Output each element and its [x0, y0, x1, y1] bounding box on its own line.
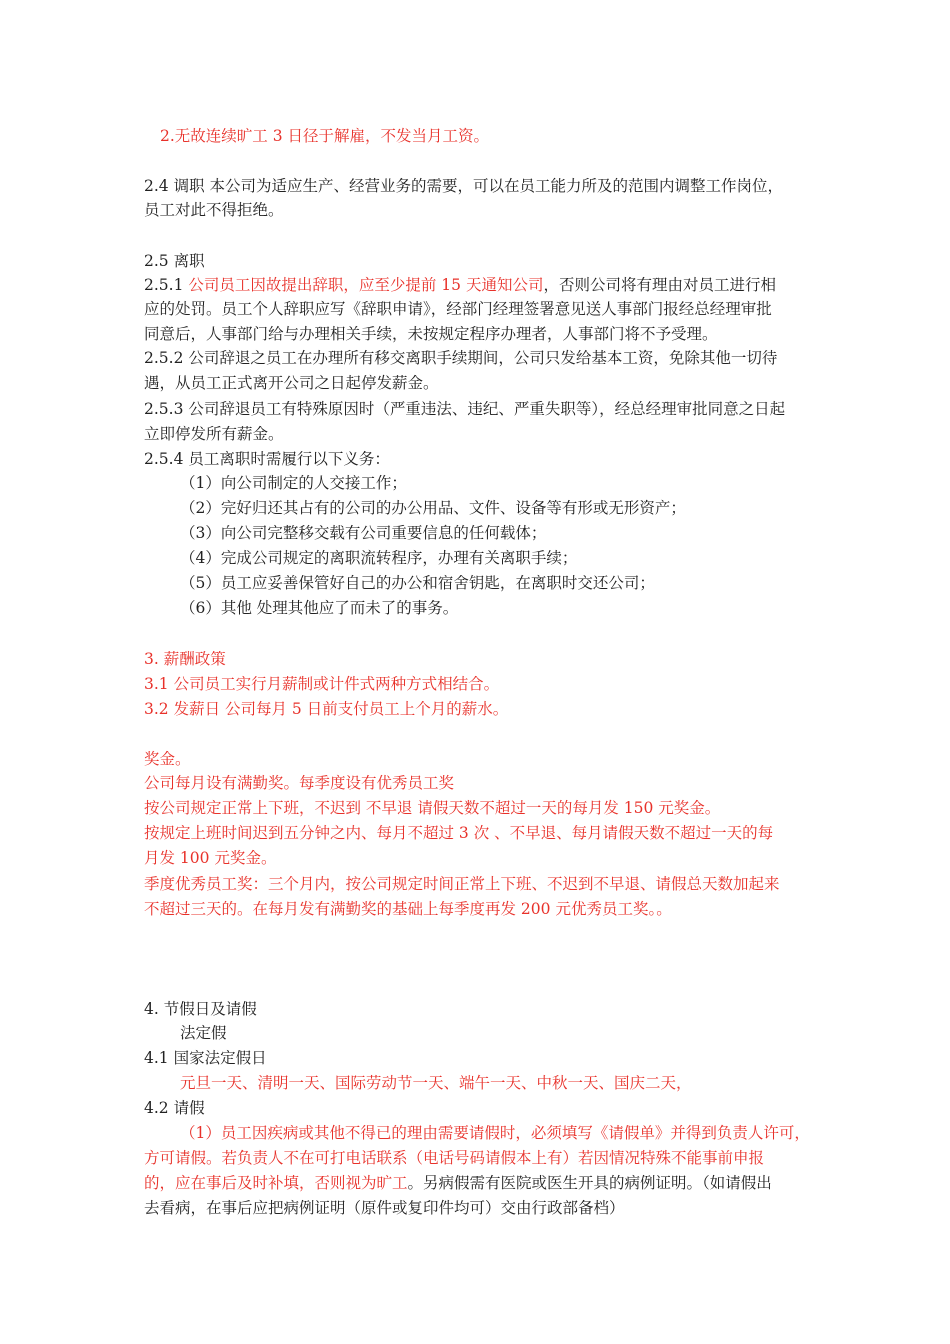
absence-deemed-rule: 的，应在事后及时补填，否则视为旷工: [144, 1174, 408, 1192]
bonus-rule-100: 按规定上班时间迟到五分钟之内、每月不超过 3 次 、不早退、每月请假天数不超过一天的每: [144, 824, 774, 842]
obligation-item-1: （1）向公司制定的人交接工作；: [180, 474, 407, 492]
obligation-item-6: （6）其他 处理其他应了而未了的事务。: [180, 599, 459, 617]
section-2-5-4: 2.5.4 员工离职时需履行以下义务：: [144, 450, 390, 468]
section-2-5-1-cont-1: 应的处罚。员工个人辞职应写《辞职申请》，经部门经理签署意见送人事部门报经总经理审批: [144, 300, 772, 318]
section-number: 2.5.1: [144, 276, 189, 294]
section-2-5-2-cont: 遇，从员工正式离开公司之日起停发薪金。: [144, 374, 439, 392]
obligation-item-4: （4）完成公司规定的离职流转程序，办理有关离职手续；: [180, 549, 578, 567]
section-2-5-1-cont-2: 同意后，人事部门给与办理相关手续，未按规定程序办理者，人事部门将不予受理。: [144, 325, 718, 343]
quarterly-bonus-rule: 季度优秀员工奖：三个月内，按公司规定时间正常上下班、不迟到不早退、请假总天数加起来: [144, 875, 780, 893]
section-2-5-3: 2.5.3 公司辞退员工有特殊原因时（严重违法、违纪、严重失职等），经总经理审批同意之日起: [144, 400, 786, 418]
section-4-1: 4.1 国家法定假日: [144, 1049, 267, 1067]
obligation-item-5: （5）员工应妥善保管好自己的办公和宿舍钥匙，在离职时交还公司；: [180, 574, 655, 592]
section-2-4-transfer: 2.4 调职 本公司为适应生产、经营业务的需要，可以在员工能力所及的范围内调整工作岗位，: [144, 177, 784, 195]
obligation-item-2: （2）完好归还其占有的公司的办公用品、文件、设备等有形或无形资产；: [180, 499, 686, 517]
quarterly-bonus-rule-cont: 不超过三天的。在每月发有满勤奖的基础上每季度再发 200 元优秀员工奖。。: [144, 900, 672, 918]
section-2-5-heading: 2.5 离职: [144, 252, 205, 270]
resignation-notice-rule: 公司员工因故提出辞职，应至少提前 15 天通知公司: [188, 276, 544, 294]
section-4-2: 4.2 请假: [144, 1099, 205, 1117]
bonus-overview: 公司每月设有满勤奖。每季度设有优秀员工奖: [144, 774, 455, 792]
section-2-5-2: 2.5.2 公司辞退之员工在办理所有移交离职手续期间，公司只发给基本工资，免除其他一切待: [144, 349, 778, 367]
section-3-heading: 3. 薪酬政策: [144, 650, 226, 668]
leave-rule-1: （1）员工因疾病或其他不得已的理由需要请假时，必须填写《请假单》并得到负责人许可，: [180, 1124, 810, 1142]
sick-leave-proof-text: 。另病假需有医院或医生开具的病例证明。（如请假出: [407, 1174, 772, 1192]
section-2-4-transfer-cont: 员工对此不得拒绝。: [144, 201, 284, 219]
section-2-5-3-cont: 立即停发所有薪金。: [144, 425, 284, 443]
leave-rule-1-cont-3: 去看病，在事后应把病例证明（原件或复印件均可）交由行政部备档）: [144, 1199, 625, 1217]
obligation-item-3: （3）向公司完整移交载有公司重要信息的任何载体；: [180, 524, 547, 542]
resignation-penalty-text: ，否则公司将有理由对员工进行相: [543, 276, 776, 294]
section-2-5-1: [144, 273, 776, 297]
bonus-rule-100-cont: 月发 100 元奖金。: [144, 849, 277, 867]
bonus-rule-150: 按公司规定正常上下班，不迟到 不早退 请假天数不超过一天的每月发 150 元奖金。: [144, 799, 721, 817]
public-holiday-list: 元旦一天、清明一天、国际劳动节一天、端午一天、中秋一天、国庆二天，: [180, 1074, 692, 1092]
statutory-leave-label: 法定假: [180, 1024, 227, 1042]
leave-rule-1-cont-1: 方可请假。若负责人不在可打电话联系（电话号码请假本上有）若因情况特殊不能事前申报: [144, 1149, 765, 1167]
section-4-heading: 4. 节假日及请假: [144, 1000, 257, 1018]
bonus-heading: 奖金。: [144, 750, 191, 768]
rule-absenteeism-dismissal: 2.无故连续旷工 3 日径于解雇，不发当月工资。: [160, 127, 490, 145]
section-3-1: 3.1 公司员工实行月薪制或计件式两种方式相结合。: [144, 675, 500, 693]
leave-rule-1-cont-2: [144, 1171, 772, 1195]
section-3-2: 3.2 发薪日 公司每月 5 日前支付员工上个月的薪水。: [144, 700, 509, 718]
